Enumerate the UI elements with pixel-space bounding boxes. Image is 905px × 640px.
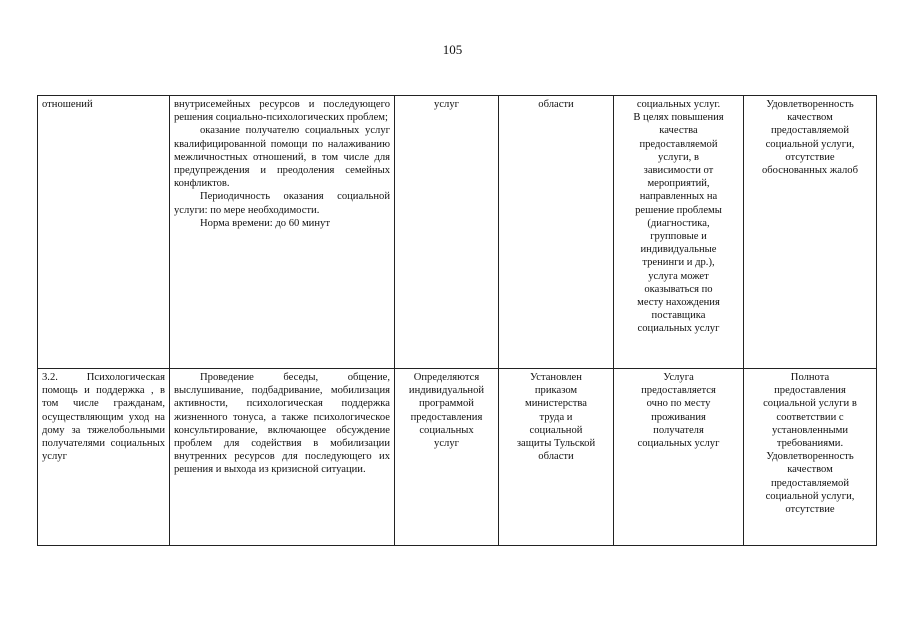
cell-line: Определяются <box>413 372 480 383</box>
cell-line: социальных <box>419 424 474 436</box>
cell-line: мероприятий, <box>647 178 710 190</box>
service-volume-cell <box>395 96 499 369</box>
cell-line: Полнота <box>790 372 830 383</box>
cell-line: Установлен <box>530 372 582 383</box>
cell-line: труда и <box>539 411 573 423</box>
cell-line: В целях повышения <box>633 112 724 124</box>
cell-line: установленными <box>771 424 849 436</box>
quality-indicators-cell <box>744 96 877 369</box>
services-table <box>37 95 877 546</box>
cell-line: качеством <box>787 464 833 476</box>
cell-line: приказом <box>534 385 578 397</box>
cell-line: министерства <box>525 398 587 410</box>
service-description-cell <box>170 96 395 369</box>
cell-line: качеством <box>787 112 833 124</box>
cell-line: качества <box>659 125 698 137</box>
cell-line: отсутствие <box>785 504 835 516</box>
cell-line: области <box>538 99 574 110</box>
quality-indicators-cell <box>744 369 877 546</box>
cell-line: получателя <box>653 424 704 436</box>
cell-line: групповые и <box>650 231 707 243</box>
cell-line: социальной <box>529 424 583 436</box>
service-name-text: отношений <box>42 99 93 110</box>
cell-line: предоставления <box>774 385 846 397</box>
conditions-cell <box>614 369 744 546</box>
service-volume-cell <box>395 369 499 546</box>
cell-line: поставщика <box>651 310 706 322</box>
description-paragraph: Норма времени: до 60 минут <box>200 217 330 229</box>
table-row <box>38 96 877 369</box>
page-number: 105 <box>442 42 463 57</box>
cell-line: услуг <box>434 99 459 110</box>
cell-line: услуги, в <box>658 151 699 163</box>
service-description-cell <box>170 369 395 546</box>
cell-line: Услуга <box>663 372 694 383</box>
cell-line: предоставляемой <box>770 477 850 489</box>
cell-line: услуга может <box>648 270 709 282</box>
service-name-cell <box>38 96 170 369</box>
cell-line: соответствии с <box>776 411 844 423</box>
tariff-cell <box>499 369 614 546</box>
cell-line: обоснованных жалоб <box>762 165 858 177</box>
cell-line: зависимости от <box>643 165 714 177</box>
cell-line: оказываться по <box>644 283 713 295</box>
cell-line: (диагностика, <box>647 217 710 229</box>
cell-line: индивидуальной <box>408 385 485 397</box>
conditions-cell <box>614 96 744 369</box>
cell-line: направленных на <box>639 191 718 203</box>
cell-line: области <box>538 451 574 463</box>
cell-line: социальных услуг. <box>636 99 721 110</box>
description-paragraph: оказание получателю социальных услуг квалифицированной помощи по налаживанию межличностных отношений, в том числе для предупреждения и преодоления семейных конфликтов. <box>174 125 390 190</box>
cell-line: тренинги и др.), <box>642 257 715 269</box>
cell-line: защиты Тульской <box>516 438 596 450</box>
cell-line: предоставляемой <box>770 125 850 137</box>
cell-line: социальной услуги в <box>763 398 857 410</box>
cell-line: социальной услуги, <box>765 490 855 502</box>
cell-line: отсутствие <box>785 151 835 163</box>
service-name-text: 3.2. Психологическая помощь и поддержка , в том числе гражданам, осуществляющим уход на дому за тяжелобольными получателями социальных услуг <box>42 372 165 463</box>
service-name-cell <box>38 369 170 546</box>
cell-line: решение проблемы <box>635 204 722 216</box>
cell-line: предоставления <box>410 411 483 423</box>
description-paragraph: Периодичность оказания социальной услуги: по мере необходимости. <box>174 191 390 216</box>
cell-line: требованиями. <box>776 438 844 450</box>
cell-line: Удовлетворенность <box>766 99 854 110</box>
cell-line: услуг <box>434 438 459 450</box>
cell-line: месту нахождения <box>637 297 720 309</box>
table-row <box>38 369 877 546</box>
cell-line: социальных услуг <box>637 323 720 335</box>
cell-line: Удовлетворенность <box>766 451 854 463</box>
cell-line: социальных услуг <box>637 438 720 450</box>
cell-line: предоставляемой <box>639 138 718 150</box>
cell-line: проживания <box>651 411 706 423</box>
cell-line: индивидуальные <box>640 244 717 256</box>
cell-line: предоставляется <box>641 385 716 397</box>
tariff-cell <box>499 96 614 369</box>
cell-line: программой <box>419 398 474 410</box>
description-paragraph: внутрисемейных ресурсов и последующего решения социально-психологических проблем; <box>174 99 390 124</box>
cell-line: очно по месту <box>646 398 711 410</box>
cell-line: социальной услуги, <box>765 138 855 150</box>
description-paragraph: Проведение беседы, общение, выслушивание, подбадривание, мобилизация активности, психологическая поддержка жизненного тонуса, а также психологическое консультирование, включающее обсуждение проблем для содействия в мобилизации внутренних ресурсов для последующего их решения и выхода из кризисной ситуации. <box>174 372 390 476</box>
